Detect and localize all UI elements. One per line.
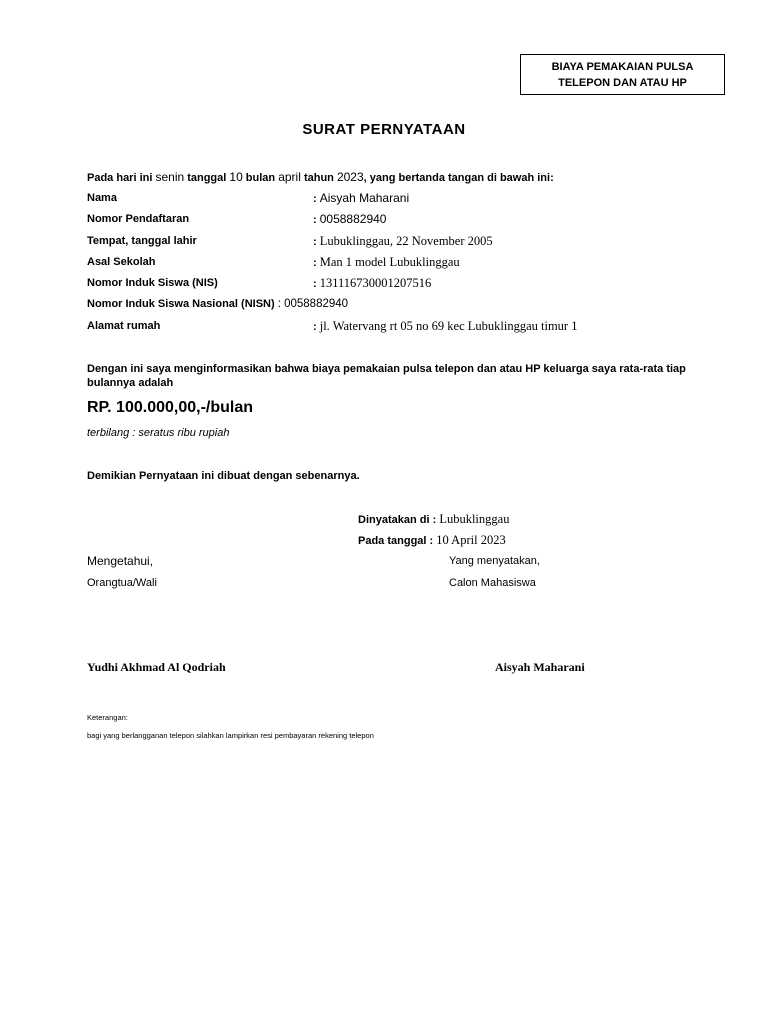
field-asal-sekolah-label: Asal Sekolah — [87, 256, 156, 268]
field-asal-sekolah-row: : Man 1 model Lubuklinggau — [313, 255, 460, 269]
right-sign-line1: Yang menyatakan, — [449, 555, 540, 567]
closing-text: Demikian Pernyataan ini dibuat dengan sebenarnya. — [87, 470, 360, 482]
header-box — [520, 54, 725, 95]
field-ttl-value: Lubuklinggau, 22 November 2005 — [319, 234, 493, 248]
date-signed-label: Pada tanggal : — [358, 535, 434, 547]
left-sign-line2: Orangtua/Wali — [87, 577, 157, 589]
field-alamat-label: Alamat rumah — [87, 320, 161, 332]
field-nomor-pendaftaran-value: 0058882940 — [319, 212, 387, 226]
field-ttl-label: Tempat, tanggal lahir — [87, 235, 197, 247]
amount: RP. 100.000,00,-/bulan — [87, 399, 254, 416]
field-nomor-pendaftaran-row: : 0058882940 — [313, 212, 387, 226]
intro-date: 10 — [229, 170, 243, 184]
field-nis-label: Nomor Induk Siswa (NIS) — [87, 277, 218, 289]
statement-paragraph: Dengan ini saya menginformasikan bahwa biaya pemakaian pulsa telepon dan atau HP keluarga saya rata-rata tiap bulannya adalah — [87, 363, 686, 389]
intro-day: senin — [155, 170, 185, 184]
intro-p1: Pada hari ini — [87, 172, 156, 184]
field-asal-sekolah-value: Man 1 model Lubuklinggau — [319, 255, 460, 269]
intro-p2: tanggal — [184, 172, 230, 184]
date-signed-value: 10 April 2023 — [436, 533, 506, 547]
amount-words: terbilang : seratus ribu rupiah — [87, 427, 230, 439]
place-value: Lubuklinggau — [439, 512, 510, 526]
place-row — [358, 512, 509, 527]
field-nama-value-row: : Aisyah Maharani — [313, 191, 410, 205]
left-sign-name: Yudhi Akhmad Al Qodriah — [87, 660, 226, 674]
field-nis-row: : 131116730001207516 — [313, 276, 432, 290]
place-label: Dinyatakan di : — [358, 514, 437, 526]
right-sign-line2: Calon Mahasiswa — [449, 577, 536, 589]
field-alamat-value: jl. Watervang rt 05 no 69 kec Lubuklinggau timur 1 — [319, 319, 578, 333]
field-nis-value: 131116730001207516 — [319, 276, 432, 290]
field-nisn-row: Nomor Induk Siswa Nasional (NISN) : 0058882940 — [87, 298, 349, 310]
date-signed-row — [358, 533, 506, 548]
notes-label: Keterangan: — [87, 713, 128, 722]
header-box-line2: TELEPON DAN ATAU HP — [558, 77, 687, 89]
page-title: SURAT PERNYATAAN — [302, 121, 466, 138]
intro-p4: tahun — [300, 172, 337, 184]
field-nama-label: Nama — [87, 192, 117, 204]
intro-month: april — [278, 170, 301, 184]
right-sign-name: Aisyah Maharani — [495, 660, 585, 674]
field-nisn-value: 0058882940 — [284, 298, 349, 310]
field-ttl-row: : Lubuklinggau, 22 November 2005 — [313, 234, 493, 248]
field-nomor-pendaftaran-label: Nomor Pendaftaran — [87, 213, 190, 225]
field-alamat-row: : jl. Watervang rt 05 no 69 kec Lubuklinggau timur 1 — [313, 319, 578, 333]
intro-line — [87, 170, 554, 184]
intro-p5: , yang bertanda tangan di bawah ini: — [363, 172, 554, 184]
field-nisn-label: Nomor Induk Siswa Nasional (NISN) — [87, 298, 275, 310]
left-sign-line1: Mengetahui, — [87, 554, 154, 568]
intro-year: 2023 — [336, 170, 364, 184]
notes-text: bagi yang berlangganan telepon silahkan lampirkan resi pembayaran rekening telepon — [87, 731, 374, 740]
field-nama-value: Aisyah Maharani — [319, 191, 410, 205]
header-box-line1: BIAYA PEMAKAIAN PULSA — [551, 61, 694, 73]
intro-p3: bulan — [242, 172, 279, 184]
